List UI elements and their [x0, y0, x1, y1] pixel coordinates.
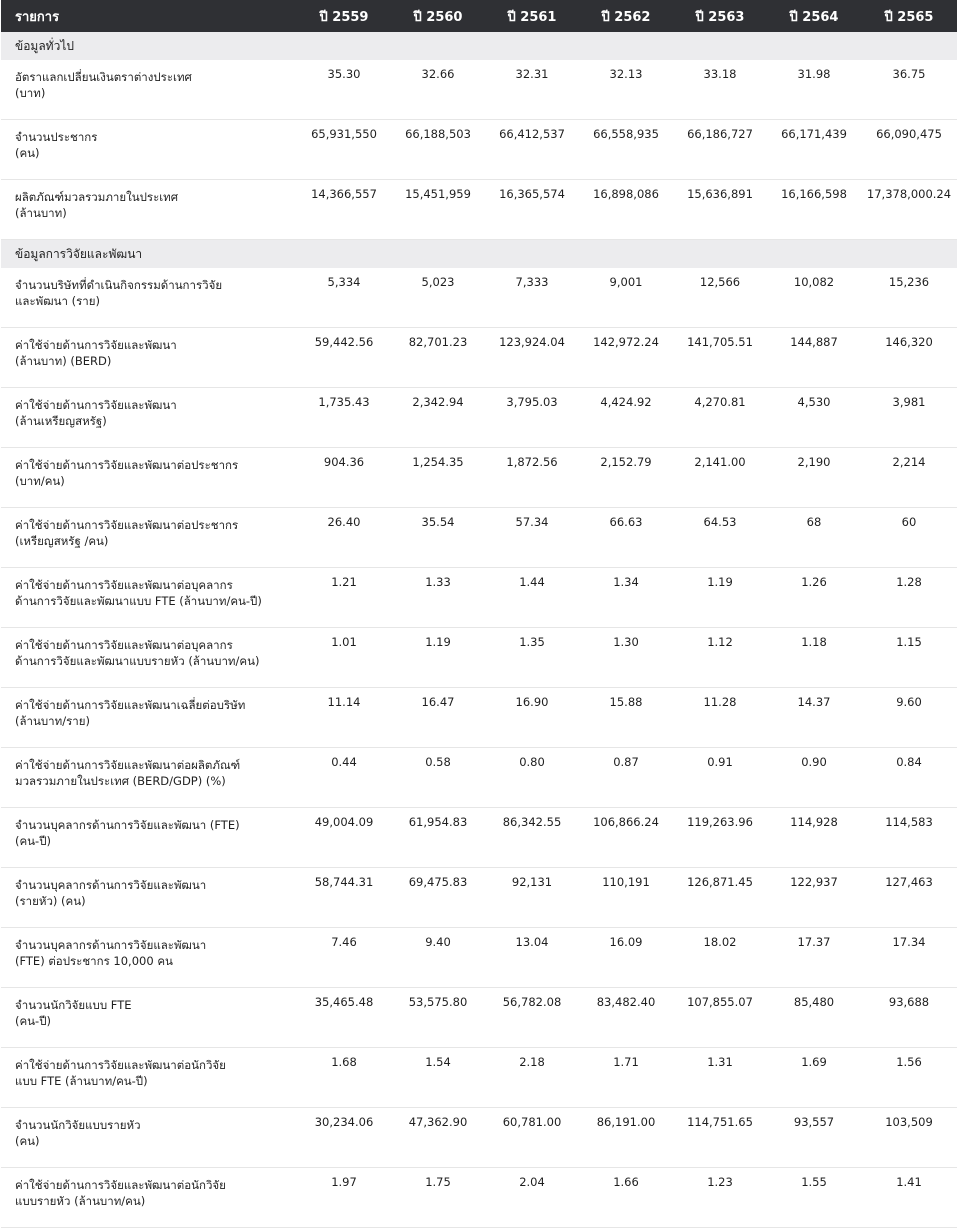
cell-value: 1.41: [861, 1168, 957, 1228]
row-label: [1, 688, 297, 748]
cell-value: 1,735.43: [297, 388, 391, 448]
cell-value: 92,131: [485, 868, 579, 928]
cell-value: 16.47: [391, 688, 485, 748]
row-label: [1, 120, 297, 180]
cell-value: 66,412,537: [485, 120, 579, 180]
row-label-line2: (ล้านบาท): [15, 206, 67, 220]
row-label-line2: (ล้านบาท/ราย): [15, 714, 90, 728]
row-label-line1: อัตราแลกเปลี่ยนเงินตราต่างประเทศ: [15, 70, 192, 84]
cell-value: 1.15: [861, 628, 957, 688]
table-row: [1, 268, 957, 328]
table-row: [1, 808, 957, 868]
cell-value: 86,342.55: [485, 808, 579, 868]
cell-value: 31.98: [767, 60, 861, 120]
cell-value: 85,480: [767, 988, 861, 1048]
cell-value: 114,751.65: [673, 1108, 767, 1168]
table-row: [1, 568, 957, 628]
cell-value: 60,781.00: [485, 1108, 579, 1168]
cell-value: 18.02: [673, 928, 767, 988]
cell-value: 2,214: [861, 448, 957, 508]
cell-value: 1.34: [579, 568, 673, 628]
cell-value: 16,898,086: [579, 180, 673, 240]
cell-value: 17.37: [767, 928, 861, 988]
cell-value: 32.31: [485, 60, 579, 120]
table-row: [1, 628, 957, 688]
row-label-line1: จำนวนบุคลากรด้านการวิจัยและพัฒนา: [15, 878, 207, 892]
cell-value: 107,855.07: [673, 988, 767, 1048]
row-label: [1, 928, 297, 988]
row-label-line2: มวลรวมภายในประเทศ (BERD/GDP) (%): [15, 774, 226, 788]
row-label: [1, 1108, 297, 1168]
table-row: [1, 868, 957, 928]
cell-value: 0.58: [391, 748, 485, 808]
cell-value: 1,254.35: [391, 448, 485, 508]
cell-value: 65,931,550: [297, 120, 391, 180]
cell-value: 1.44: [485, 568, 579, 628]
cell-value: 7.46: [297, 928, 391, 988]
cell-value: 12,566: [673, 268, 767, 328]
cell-value: 13.04: [485, 928, 579, 988]
row-label-line2: (เหรียญสหรัฐ /คน): [15, 534, 109, 548]
header-year: ปี 2564: [789, 9, 839, 25]
table-row: [1, 1168, 957, 1228]
cell-value: 904.36: [297, 448, 391, 508]
cell-value: 114,928: [767, 808, 861, 868]
cell-value: 66,558,935: [579, 120, 673, 180]
row-label: [1, 748, 297, 808]
cell-value: 33.18: [673, 60, 767, 120]
row-label: [1, 268, 297, 328]
cell-value: 110,191: [579, 868, 673, 928]
cell-value: 66,188,503: [391, 120, 485, 180]
row-label-line1: จำนวนนักวิจัยแบบรายหัว: [15, 1118, 141, 1132]
row-label-line2: ด้านการวิจัยและพัฒนาแบบรายหัว (ล้านบาท/คน): [15, 654, 260, 668]
cell-value: 5,334: [297, 268, 391, 328]
table-row: [1, 448, 957, 508]
cell-value: 0.84: [861, 748, 957, 808]
row-label: [1, 868, 297, 928]
cell-value: 141,705.51: [673, 328, 767, 388]
cell-value: 49,004.09: [297, 808, 391, 868]
cell-value: 66,171,439: [767, 120, 861, 180]
row-label-line1: ค่าใช้จ่ายด้านการวิจัยและพัฒนาต่อบุคลากร: [15, 578, 233, 592]
cell-value: 36.75: [861, 60, 957, 120]
row-label-line1: ค่าใช้จ่ายด้านการวิจัยและพัฒนาต่อประชากร: [15, 458, 239, 472]
section-header-row: [1, 240, 957, 269]
cell-value: 7,333: [485, 268, 579, 328]
row-label: [1, 180, 297, 240]
cell-value: 15,236: [861, 268, 957, 328]
row-label: [1, 60, 297, 120]
cell-value: 1.56: [861, 1048, 957, 1108]
row-label: [1, 448, 297, 508]
cell-value: 82,701.23: [391, 328, 485, 388]
cell-value: 16,365,574: [485, 180, 579, 240]
cell-value: 4,530: [767, 388, 861, 448]
cell-value: 93,557: [767, 1108, 861, 1168]
row-label-line1: จำนวนบุคลากรด้านการวิจัยและพัฒนา (FTE): [15, 818, 240, 832]
table-row: [1, 988, 957, 1048]
cell-value: 1.69: [767, 1048, 861, 1108]
rd-statistics-table: [1, 0, 957, 1228]
header-year: ปี 2565: [884, 9, 934, 25]
cell-value: 11.14: [297, 688, 391, 748]
cell-value: 86,191.00: [579, 1108, 673, 1168]
row-label: [1, 388, 297, 448]
cell-value: 15,451,959: [391, 180, 485, 240]
table-row: [1, 120, 957, 180]
cell-value: 0.80: [485, 748, 579, 808]
cell-value: 58,744.31: [297, 868, 391, 928]
row-label: [1, 988, 297, 1048]
row-label-line2: (ล้านบาท) (BERD): [15, 354, 112, 368]
cell-value: 2.18: [485, 1048, 579, 1108]
row-label-line2: (คน): [15, 146, 40, 160]
cell-value: 32.66: [391, 60, 485, 120]
row-label-line1: ค่าใช้จ่ายด้านการวิจัยและพัฒนาต่อประชากร: [15, 518, 239, 532]
cell-value: 1.18: [767, 628, 861, 688]
cell-value: 47,362.90: [391, 1108, 485, 1168]
cell-value: 14.37: [767, 688, 861, 748]
cell-value: 0.44: [297, 748, 391, 808]
row-label: [1, 808, 297, 868]
cell-value: 1.71: [579, 1048, 673, 1108]
cell-value: 2,141.00: [673, 448, 767, 508]
section-title: ข้อมูลทั่วไป: [1, 32, 957, 60]
table-row: [1, 1108, 957, 1168]
row-label-line1: ค่าใช้จ่ายด้านการวิจัยและพัฒนาต่อนักวิจัย: [15, 1178, 226, 1192]
cell-value: 2.04: [485, 1168, 579, 1228]
cell-value: 1,872.56: [485, 448, 579, 508]
cell-value: 26.40: [297, 508, 391, 568]
cell-value: 1.21: [297, 568, 391, 628]
cell-value: 3,795.03: [485, 388, 579, 448]
cell-value: 15.88: [579, 688, 673, 748]
cell-value: 0.90: [767, 748, 861, 808]
cell-value: 16.90: [485, 688, 579, 748]
cell-value: 146,320: [861, 328, 957, 388]
cell-value: 1.19: [391, 628, 485, 688]
cell-value: 11.28: [673, 688, 767, 748]
row-label-line1: ค่าใช้จ่ายด้านการวิจัยและพัฒนาต่อบุคลากร: [15, 638, 233, 652]
row-label-line1: ค่าใช้จ่ายด้านการวิจัยและพัฒนาเฉลี่ยต่อบริษัท: [15, 698, 246, 712]
cell-value: 1.12: [673, 628, 767, 688]
row-label-line2: (บาท/คน): [15, 474, 65, 488]
cell-value: 123,924.04: [485, 328, 579, 388]
cell-value: 126,871.45: [673, 868, 767, 928]
cell-value: 1.23: [673, 1168, 767, 1228]
row-label: [1, 568, 297, 628]
cell-value: 83,482.40: [579, 988, 673, 1048]
cell-value: 60: [861, 508, 957, 568]
header-year: ปี 2560: [413, 9, 463, 25]
row-label: [1, 1048, 297, 1108]
cell-value: 114,583: [861, 808, 957, 868]
cell-value: 1.68: [297, 1048, 391, 1108]
row-label-line2: (คน-ปี): [15, 1014, 51, 1028]
table-row: [1, 748, 957, 808]
cell-value: 1.75: [391, 1168, 485, 1228]
cell-value: 17.34: [861, 928, 957, 988]
row-label-line2: (บาท): [15, 86, 46, 100]
row-label-line1: จำนวนประชากร: [15, 130, 98, 144]
cell-value: 35.30: [297, 60, 391, 120]
cell-value: 4,270.81: [673, 388, 767, 448]
row-label-line1: จำนวนบุคลากรด้านการวิจัยและพัฒนา: [15, 938, 207, 952]
table-row: [1, 508, 957, 568]
cell-value: 9.60: [861, 688, 957, 748]
row-label-line2: (คน-ปี): [15, 834, 51, 848]
cell-value: 1.19: [673, 568, 767, 628]
row-label-line1: ผลิตภัณฑ์มวลรวมภายในประเทศ: [15, 190, 179, 204]
cell-value: 59,442.56: [297, 328, 391, 388]
cell-value: 10,082: [767, 268, 861, 328]
cell-value: 106,866.24: [579, 808, 673, 868]
cell-value: 32.13: [579, 60, 673, 120]
cell-value: 9,001: [579, 268, 673, 328]
table-row: [1, 328, 957, 388]
section-title: ข้อมูลการวิจัยและพัฒนา: [1, 240, 957, 269]
cell-value: 1.66: [579, 1168, 673, 1228]
cell-value: 61,954.83: [391, 808, 485, 868]
cell-value: 1.30: [579, 628, 673, 688]
row-label-line1: ค่าใช้จ่ายด้านการวิจัยและพัฒนา: [15, 398, 177, 412]
row-label-line2: (FTE) ต่อประชากร 10,000 คน: [15, 954, 173, 968]
cell-value: 5,023: [391, 268, 485, 328]
table-body: [1, 32, 957, 1228]
row-label-line1: ค่าใช้จ่ายด้านการวิจัยและพัฒนา: [15, 338, 177, 352]
cell-value: 69,475.83: [391, 868, 485, 928]
cell-value: 119,263.96: [673, 808, 767, 868]
section-header-row: [1, 32, 957, 60]
table-row: [1, 60, 957, 120]
row-label-line2: แบบรายหัว (ล้านบาท/คน): [15, 1194, 146, 1208]
cell-value: 30,234.06: [297, 1108, 391, 1168]
row-label: [1, 1168, 297, 1228]
cell-value: 9.40: [391, 928, 485, 988]
cell-value: 1.33: [391, 568, 485, 628]
cell-value: 14,366,557: [297, 180, 391, 240]
table-row: [1, 180, 957, 240]
cell-value: 0.87: [579, 748, 673, 808]
cell-value: 122,937: [767, 868, 861, 928]
row-label-line2: (คน): [15, 1134, 40, 1148]
cell-value: 66,186,727: [673, 120, 767, 180]
cell-value: 35.54: [391, 508, 485, 568]
row-label: [1, 628, 297, 688]
table-row: [1, 688, 957, 748]
cell-value: 35,465.48: [297, 988, 391, 1048]
cell-value: 1.28: [861, 568, 957, 628]
row-label-line2: (ล้านเหรียญสหรัฐ): [15, 414, 107, 428]
cell-value: 53,575.80: [391, 988, 485, 1048]
cell-value: 66.63: [579, 508, 673, 568]
header-year: ปี 2561: [507, 9, 557, 25]
table-row: [1, 1048, 957, 1108]
cell-value: 57.34: [485, 508, 579, 568]
cell-value: 2,152.79: [579, 448, 673, 508]
table-header-row: [1, 0, 957, 32]
cell-value: 3,981: [861, 388, 957, 448]
table-row: [1, 928, 957, 988]
cell-value: 93,688: [861, 988, 957, 1048]
cell-value: 17,378,000.24: [861, 180, 957, 240]
cell-value: 16.09: [579, 928, 673, 988]
cell-value: 15,636,891: [673, 180, 767, 240]
row-label-line2: และพัฒนา (ราย): [15, 294, 100, 308]
row-label: [1, 328, 297, 388]
row-label-line1: จำนวนบริษัทที่ดำเนินกิจกรรมด้านการวิจัย: [15, 278, 223, 292]
cell-value: 1.35: [485, 628, 579, 688]
rd-statistics-table-container: [1, 0, 957, 1228]
cell-value: 16,166,598: [767, 180, 861, 240]
cell-value: 1.55: [767, 1168, 861, 1228]
row-label-line2: (รายหัว) (คน): [15, 894, 86, 908]
cell-value: 0.91: [673, 748, 767, 808]
cell-value: 1.26: [767, 568, 861, 628]
cell-value: 56,782.08: [485, 988, 579, 1048]
cell-value: 1.31: [673, 1048, 767, 1108]
header-year: ปี 2563: [695, 9, 745, 25]
header-year: ปี 2562: [601, 9, 651, 25]
row-label-line2: แบบ FTE (ล้านบาท/คน-ปี): [15, 1074, 148, 1088]
header-label: รายการ: [15, 9, 60, 25]
cell-value: 64.53: [673, 508, 767, 568]
row-label: [1, 508, 297, 568]
cell-value: 142,972.24: [579, 328, 673, 388]
cell-value: 66,090,475: [861, 120, 957, 180]
header-year: ปี 2559: [319, 9, 369, 25]
cell-value: 2,342.94: [391, 388, 485, 448]
row-label-line1: ค่าใช้จ่ายด้านการวิจัยและพัฒนาต่อผลิตภัณฑ์: [15, 758, 241, 772]
cell-value: 1.97: [297, 1168, 391, 1228]
cell-value: 1.54: [391, 1048, 485, 1108]
cell-value: 4,424.92: [579, 388, 673, 448]
row-label-line1: จำนวนนักวิจัยแบบ FTE: [15, 998, 132, 1012]
cell-value: 103,509: [861, 1108, 957, 1168]
row-label-line1: ค่าใช้จ่ายด้านการวิจัยและพัฒนาต่อนักวิจัย: [15, 1058, 226, 1072]
table-row: [1, 388, 957, 448]
cell-value: 144,887: [767, 328, 861, 388]
cell-value: 2,190: [767, 448, 861, 508]
cell-value: 127,463: [861, 868, 957, 928]
row-label-line2: ด้านการวิจัยและพัฒนาแบบ FTE (ล้านบาท/คน-ปี): [15, 594, 262, 608]
cell-value: 68: [767, 508, 861, 568]
cell-value: 1.01: [297, 628, 391, 688]
